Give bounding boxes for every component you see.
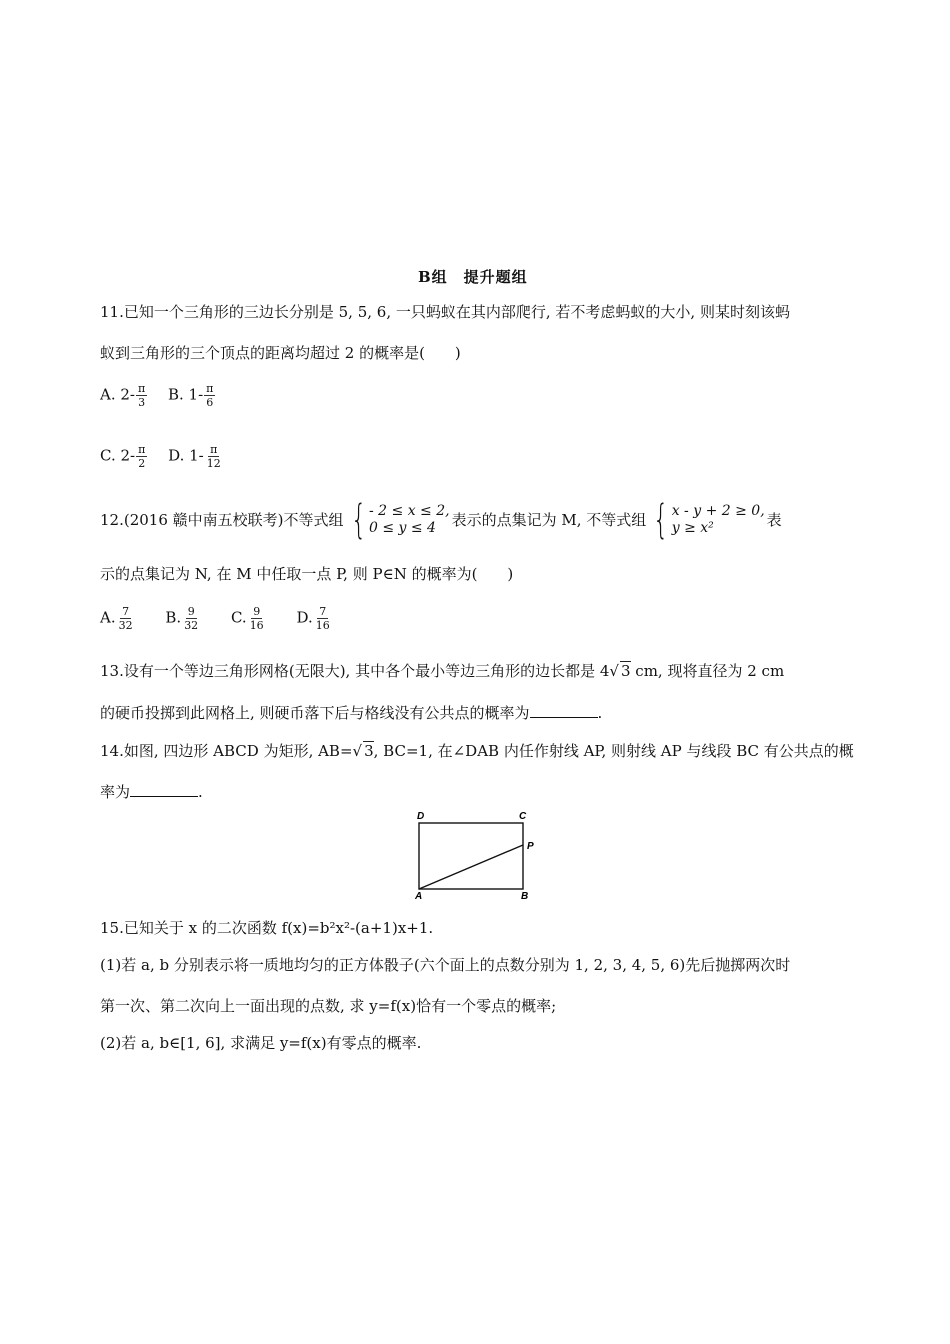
q12-option-d: D. $\frac{7}{16}$ <box>296 605 330 632</box>
q12-system-2: { x - y + 2 ≥ 0, y ≥ x² <box>653 497 765 543</box>
label-b: B <box>521 891 529 902</box>
q12-option-a: A. $\frac{7}{32}$ <box>100 605 133 632</box>
q12-suffix: 表 <box>766 511 782 529</box>
ray-ap <box>419 845 523 889</box>
left-brace-icon: { <box>350 497 366 543</box>
label-a: A <box>415 891 423 902</box>
q11-line2: 蚁到三角形的三个顶点的距离均超过 2 的概率是( ) <box>100 344 461 362</box>
q12-middle: 表示的点集记为 M, 不等式组 <box>451 511 647 529</box>
q12-system-1: { - 2 ≤ x ≤ 2, 0 ≤ y ≤ 4 <box>350 497 450 543</box>
q14-line2: 率为 . <box>100 783 203 801</box>
sqrt-icon: √ <box>609 662 619 680</box>
q12-option-c: C. $\frac{9}{16}$ <box>230 605 264 632</box>
label-c: C <box>519 811 527 822</box>
rectangle-figure <box>408 806 548 902</box>
q15-line1: 15.已知关于 x 的二次函数 f(x)=b²x²-(a+1)x+1. <box>100 919 434 937</box>
sqrt-icon: √ <box>352 742 363 760</box>
q11-options-row1 <box>100 382 231 409</box>
left-brace-icon: { <box>653 497 669 543</box>
rectangle-abcd <box>419 823 523 889</box>
q12-line2: 示的点集记为 N, 在 M 中任取一点 P, 则 P∈N 的概率为( ) <box>100 565 514 583</box>
label-d: D <box>417 811 425 822</box>
q15-line2: (1)若 a, b 分别表示将一质地均匀的正方体骰子(六个面上的点数分别为 1, 2, 3, 4, 5, 6)先后抛掷两次时 <box>100 956 791 974</box>
q11-options-row2 <box>100 443 239 470</box>
q11-option-a: A. 2- $\frac{\pi}{3}$ <box>100 382 146 409</box>
q14-line1: 14.如图, 四边形 ABCD 为矩形, AB=√ 3, BC=1, 在∠DAB 内任作射线 AP, 则射线 AP 与线段 BC 有公共点的概 <box>100 742 854 760</box>
q12-line1 <box>100 497 782 543</box>
q12-option-b: B. $\frac{9}{32}$ <box>165 605 199 632</box>
answer-blank <box>530 703 598 718</box>
q13-line1: 13.设有一个等边三角形网格(无限大), 其中各个最小等边三角形的边长都是 4√ 3 cm, 现将直径为 2 cm <box>100 662 785 680</box>
section-title: B组 提升题组 <box>418 268 528 286</box>
q13-line2: 的硬币投掷到此网格上, 则硬币落下后与格线没有公共点的概率为 . <box>100 704 603 722</box>
q11-line1: 11.已知一个三角形的三边长分别是 5, 5, 6, 一只蚂蚁在其内部爬行, 若不考虑蚂蚁的大小, 则某时刻该蚂 <box>100 303 790 321</box>
answer-blank <box>130 782 198 797</box>
q15-line4: (2)若 a, b∈[1, 6], 求满足 y=f(x)有零点的概率. <box>100 1034 422 1052</box>
label-p: P <box>527 841 534 852</box>
q15-line3: 第一次、第二次向上一面出现的点数, 求 y=f(x)恰有一个零点的概率; <box>100 997 557 1015</box>
q11-option-d: D. 1- $\frac{\pi}{12}$ <box>168 443 221 470</box>
q12-options <box>100 605 348 632</box>
q11-option-b: B. 1- $\frac{\pi}{6}$ <box>168 382 214 409</box>
q12-prefix: 12.(2016 赣中南五校联考)不等式组 <box>100 511 344 529</box>
q11-option-c: C. 2- $\frac{\pi}{2}$ <box>100 443 146 470</box>
